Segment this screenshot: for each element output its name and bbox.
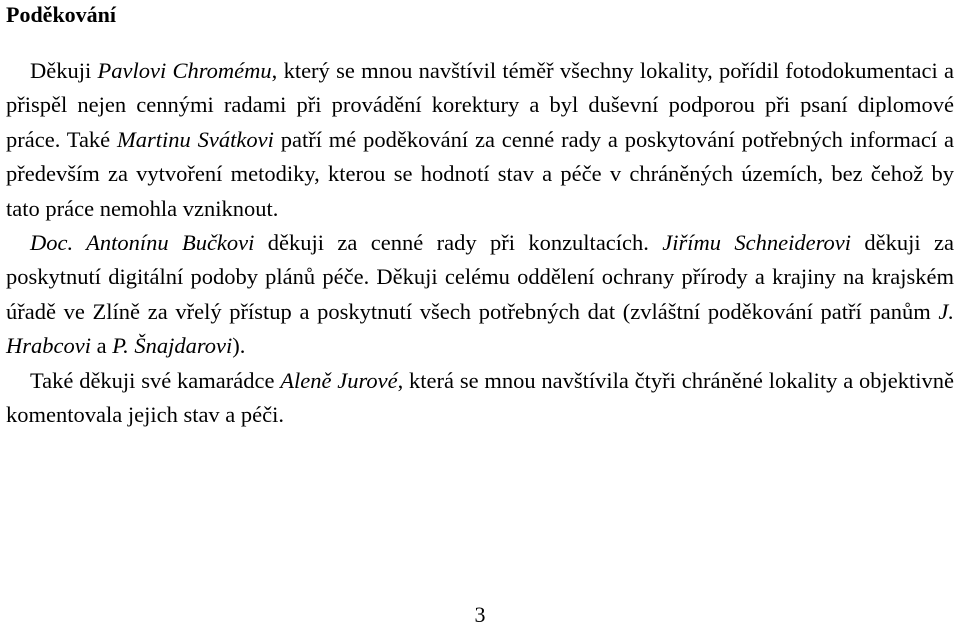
text-span: , který se mnou navštívil téměř všechny lokality, pořídil fotodokumentaci a přispěl nejen cennými radami při provádění korektury a byl duševní podporou při psaní diplomové práce. Také: [6, 58, 954, 152]
name-snajdar: P. Šnajdarovi: [112, 333, 233, 359]
text-span: děkuji za cenné rady při konzultacích.: [254, 230, 663, 256]
paragraph-1: [6, 54, 954, 226]
text-span: Děkuji: [30, 58, 98, 83]
text-span: ).: [232, 333, 246, 359]
text-span: , která se mnou navštívila čtyři chráněné lokality a objektivně komentovala jejich stav a péči.: [6, 367, 954, 428]
text-span: Také děkuji své kamarádce: [30, 367, 281, 393]
section-heading: Poděkování: [6, 2, 117, 27]
page-number: [0, 602, 960, 628]
name-jurova: Aleně Jurové: [280, 367, 398, 393]
name-hrabec: J. Hrabcovi: [6, 298, 954, 359]
text-span: patří mé poděkování za cenné rady a poskytování potřebných informací a především za vytvoření metodiky, kterou se hodnotí stav a péče v chráněných územích, bez čehož by tato práce nemohla vzniknout.: [6, 126, 954, 221]
paragraph-2: [6, 226, 954, 364]
name-svatek: Martinu Svátkovi: [117, 126, 274, 152]
name-bucek: Doc. Antonínu Bučkovi: [30, 230, 255, 256]
text-span: a: [90, 333, 113, 359]
name-chromy: Pavlovi Chromému: [97, 58, 272, 83]
name-schneider: Jiřímu Schneiderovi: [662, 230, 852, 256]
paragraph-3: [6, 364, 954, 433]
page-number-value: 3: [474, 602, 486, 627]
text-span: děkuji za poskytnutí digitální podoby plánů péče. Děkuji celému oddělení ochrany přírody a krajiny na krajském úřadě ve Zlíně za vřelý přístup a poskytnutí všech potřebných dat (zvláštní poděkování patří panům: [6, 230, 954, 324]
acknowledgement-text: [6, 54, 954, 432]
